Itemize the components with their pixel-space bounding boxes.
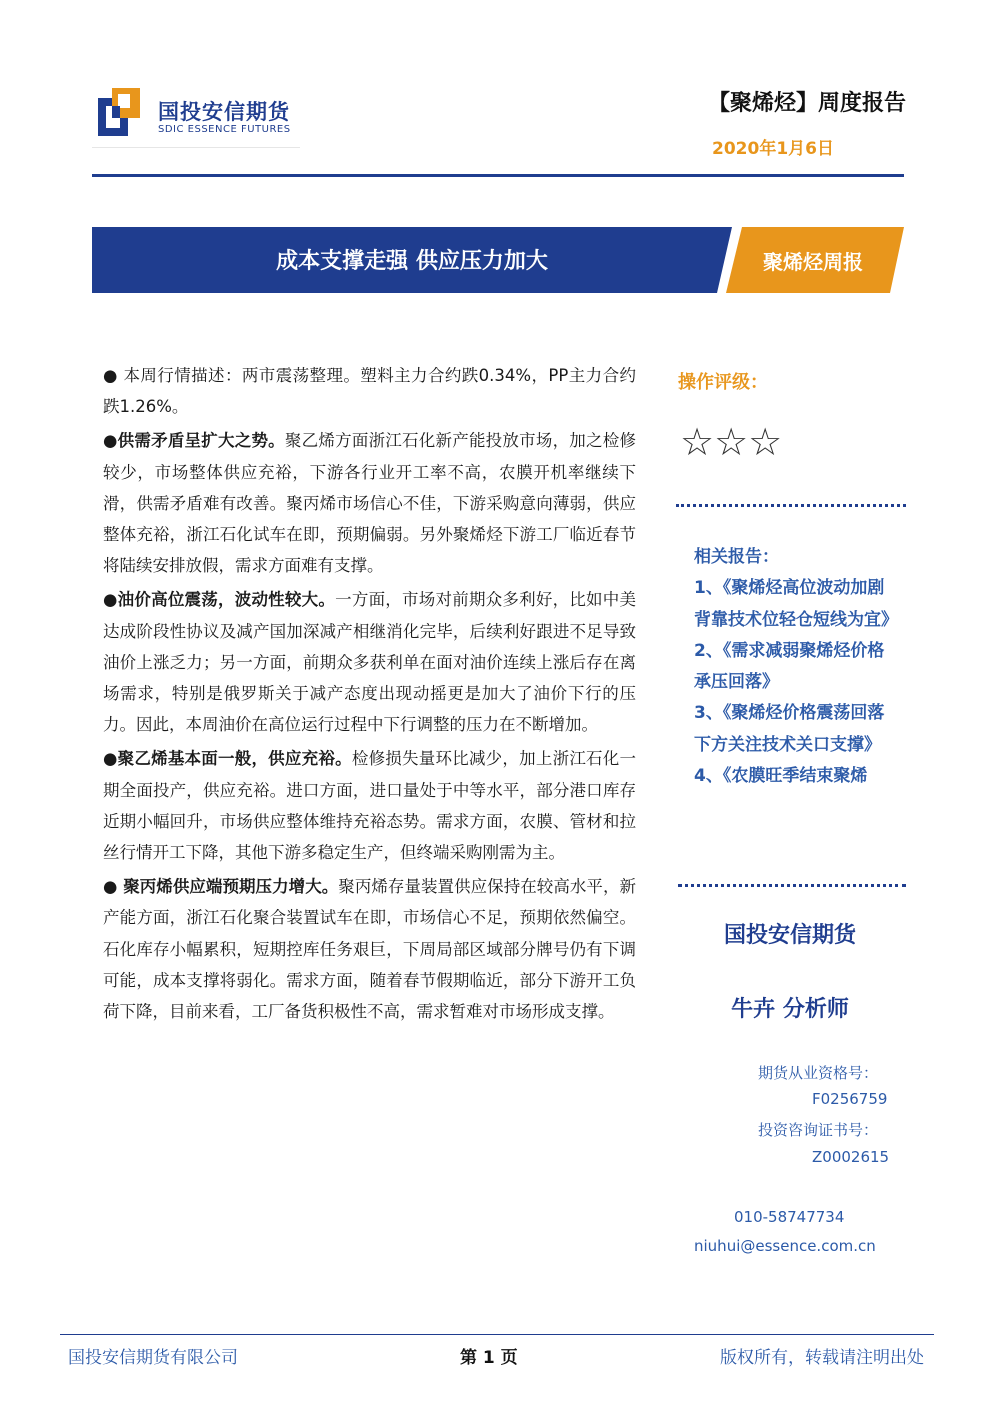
paragraph-heading: ●供需矛盾呈扩大之势。	[103, 431, 285, 451]
related-report-link[interactable]: 4、《农膜旺季结束聚烯	[694, 766, 868, 787]
polypropylene-paragraph	[103, 871, 636, 1027]
paragraph-text: 聚乙烯方面浙江石化新产能投放市场，加之检修较少，市场整体供应充裕，下游各行业开工率不高，农膜开机率继续下滑，供需矛盾难有改善。聚丙烯市场信心不佳，下游采购意向薄弱，供应整体充裕，浙江石化试车在即，预期偏弱。另外聚烯烃下游工厂临近春节将陆续安排放假，需求方面难有支撑。	[103, 431, 636, 576]
license-number: F0256759	[812, 1090, 888, 1108]
paragraph-text: 一方面，市场对前期众多利好，比如中美达成阶段性协议及减产国加深减产相继消化完毕，后续利好跟进不足导致油价上涨乏力；另一方面，前期众多获利单在面对油价连续上涨后存在离场需求，特别是俄罗斯关于减产态度出现动摇更是加大了油价下行的压力。因此，本周油价在高位运行过程中下行调整的压力在不断增加。	[103, 590, 636, 735]
report-date: 2020年1月6日	[712, 139, 834, 159]
logo-underline	[92, 147, 300, 148]
paragraph-text: 检修损失量环比减少，加上浙江石化一期全面投产，供应充裕。进口方面，进口量处于中等水平，部分港口库存近期小幅回升，市场供应整体维持充裕态势。需求方面，农膜、管材和拉丝行情开工下降，其他下游多稳定生产，但终端采购刚需为主。	[103, 749, 637, 863]
paragraph-heading: ●油价高位震荡，波动性较大。	[103, 590, 336, 610]
company-logo-icon	[98, 88, 140, 136]
report-headline: 成本支撑走强 供应压力加大	[276, 249, 548, 274]
consult-label: 投资咨询证书号：	[758, 1121, 879, 1139]
logo-english-text: SDIC ESSENCE FUTURES	[158, 124, 291, 135]
report-series-tag: 聚烯烃周报	[763, 250, 863, 274]
paragraph-heading: ●聚乙烯基本面一般，供应充裕。	[103, 749, 352, 769]
consult-number: Z0002615	[812, 1148, 890, 1166]
analyst-name: 牛卉 分析师	[731, 997, 849, 1022]
license-label: 期货从业资格号：	[758, 1064, 879, 1082]
related-report-link[interactable]: 3、《聚烯烃价格震荡回落 下方关注技术关口支撑》	[694, 703, 885, 755]
polyethylene-paragraph	[103, 743, 636, 868]
report-type-title: 【聚烯烃】周度报告	[707, 91, 906, 116]
logo-chinese-text: 国投安信期货	[158, 100, 290, 124]
paragraph-text: 聚丙烯存量装置供应保持在较高水平，新产能方面，浙江石化聚合装置试车在即，市场信心不足，预期依然偏空。石化库存小幅累积，短期控库任务艰巨，下周局部区域部分牌号仍有下调可能，成本支撑将弱化。需求方面，随着春节假期临近，部分下游开工负荷下降，目前来看，工厂备货积极性不高，需求暂难对市场形成支撑。	[103, 877, 636, 1022]
supply-demand-paragraph	[103, 425, 636, 581]
footer-company: 国投安信期货有限公司	[68, 1348, 238, 1368]
sidebar-company-name: 国投安信期货	[723, 923, 856, 948]
sidebar-dotted-divider	[678, 884, 906, 887]
rating-stars-icon: ☆☆☆	[680, 420, 783, 464]
email-link[interactable]: niuhui@essence.com.cn	[694, 1237, 876, 1255]
related-reports	[694, 542, 900, 792]
rating-label: 操作评级：	[678, 372, 768, 393]
footer-divider	[60, 1334, 934, 1335]
related-report-link[interactable]: 2、《需求减弱聚烯烃价格承压回落》	[694, 640, 885, 693]
phone-number: 010-58747734	[734, 1208, 845, 1226]
paragraph-heading: ● 聚丙烯供应端预期压力增大。	[103, 877, 339, 897]
header-divider	[92, 174, 904, 177]
page-number: 第 1 页	[460, 1348, 518, 1368]
oil-price-paragraph	[103, 584, 636, 740]
market-summary-paragraph: ● 本周行情描述：两市震荡整理。塑料主力合约跌0.34%，PP主力合约跌1.26%。	[103, 366, 636, 417]
report-body	[103, 360, 636, 1030]
sidebar-dotted-divider	[676, 504, 906, 507]
related-reports-title: 相关报告：	[694, 547, 779, 567]
copyright-notice: 版权所有，转载请注明出处	[720, 1348, 924, 1368]
related-report-link[interactable]: 1、《聚烯烃高位波动加剧 背靠技术位轻仓短线为宜》	[694, 578, 898, 630]
